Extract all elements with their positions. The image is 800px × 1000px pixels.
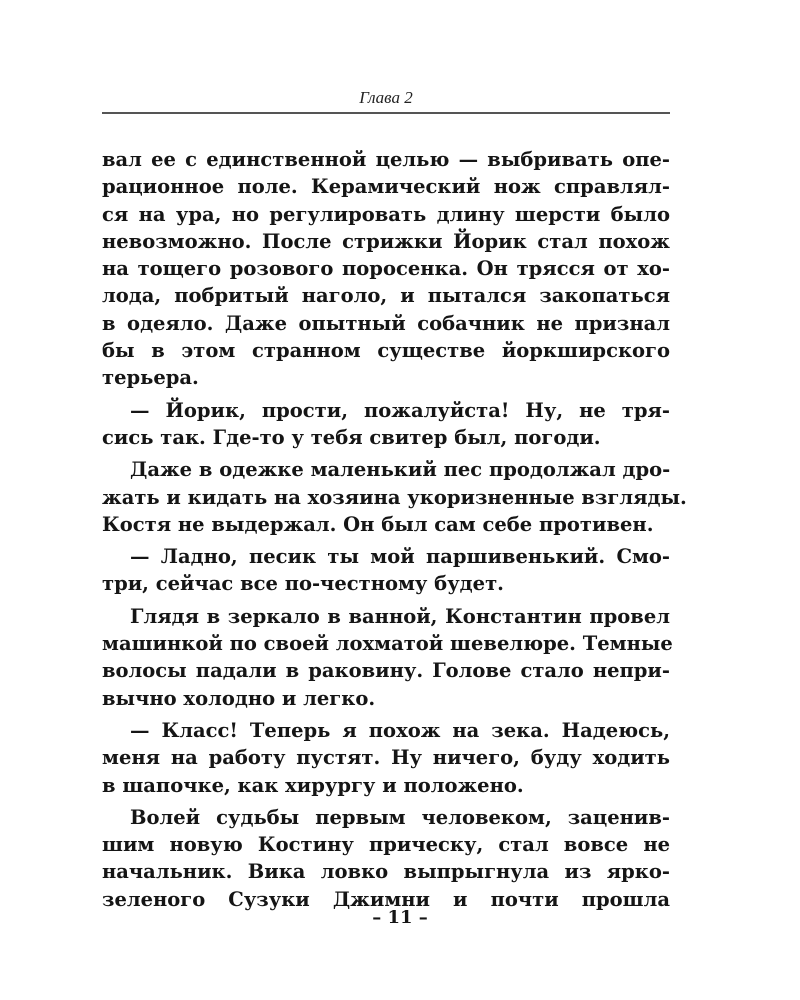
text-line: — Йорик, прости, пожалуйста! Ну, не тря- — [130, 398, 670, 422]
text-line: Глядя в зеркало в ванной, Константин провел — [130, 604, 670, 628]
text-line: шим новую Костину прическу, стал вовсе не — [102, 833, 670, 857]
chapter-title: Глава 2 — [359, 88, 413, 107]
text-line: — Ладно, песик ты мой паршивенький. Смо- — [130, 545, 670, 569]
dialogue-paragraph — [102, 397, 670, 452]
text-line: вычно холодно и легко. — [102, 686, 376, 710]
page-body — [102, 146, 687, 913]
text-line: машинкой по своей лохматой шевелюре. Темные — [102, 632, 673, 656]
text-line: волосы падали в раковину. Голове стало непри- — [102, 659, 670, 683]
text-line: невозможно. После стрижки Йорик стал похож — [102, 229, 670, 253]
text-line: терьера. — [102, 366, 199, 390]
dialogue-paragraph — [102, 543, 670, 598]
text-line: сись так. Где-то у тебя свитер был, погоди. — [102, 425, 601, 449]
text-line: вал ее с единственной целью — выбривать опе- — [102, 148, 670, 171]
text-line: в одеяло. Даже опытный собачник не признал — [102, 311, 670, 335]
text-line: Костя не выдержал. Он был сам себе противен. — [102, 512, 654, 536]
text-line: жать и кидать на хозяина укоризненные взгляды. — [102, 485, 687, 509]
text-line: бы в этом странном существе йоркширского — [102, 339, 670, 363]
page-number: – 11 – — [372, 907, 428, 928]
text-line: на тощего розового поросенка. Он трясся от хо- — [102, 257, 670, 281]
text-line: в шапочке, как хирургу и положено. — [102, 773, 524, 797]
text-line: рационное поле. Керамический нож справлял- — [102, 175, 670, 199]
text-line: зеленого Сузуки Джимни и почти прошла — [102, 887, 670, 911]
text-line: — Класс! Теперь я похож на зека. Надеюсь, — [130, 718, 670, 742]
text-line: начальник. Вика ловко выпрыгнула из ярко- — [102, 860, 670, 884]
text-line: три, сейчас все по-честному будет. — [102, 572, 504, 596]
paragraph — [102, 603, 673, 712]
text-line: лода, побритый наголо, и пытался закопаться — [102, 284, 670, 308]
text-line: ся на ура, но регулировать длину шерсти было — [102, 202, 670, 226]
dialogue-paragraph — [102, 717, 670, 799]
running-header — [102, 86, 670, 114]
text-line: Даже в одежке маленький пес продолжал дро- — [130, 458, 671, 482]
text-line: меня на работу пустят. Ну ничего, буду ходить — [102, 746, 670, 770]
paragraph — [102, 804, 670, 913]
paragraph — [102, 146, 670, 392]
text-line: Волей судьбы первым человеком, заценив- — [130, 805, 670, 829]
paragraph — [102, 456, 687, 538]
